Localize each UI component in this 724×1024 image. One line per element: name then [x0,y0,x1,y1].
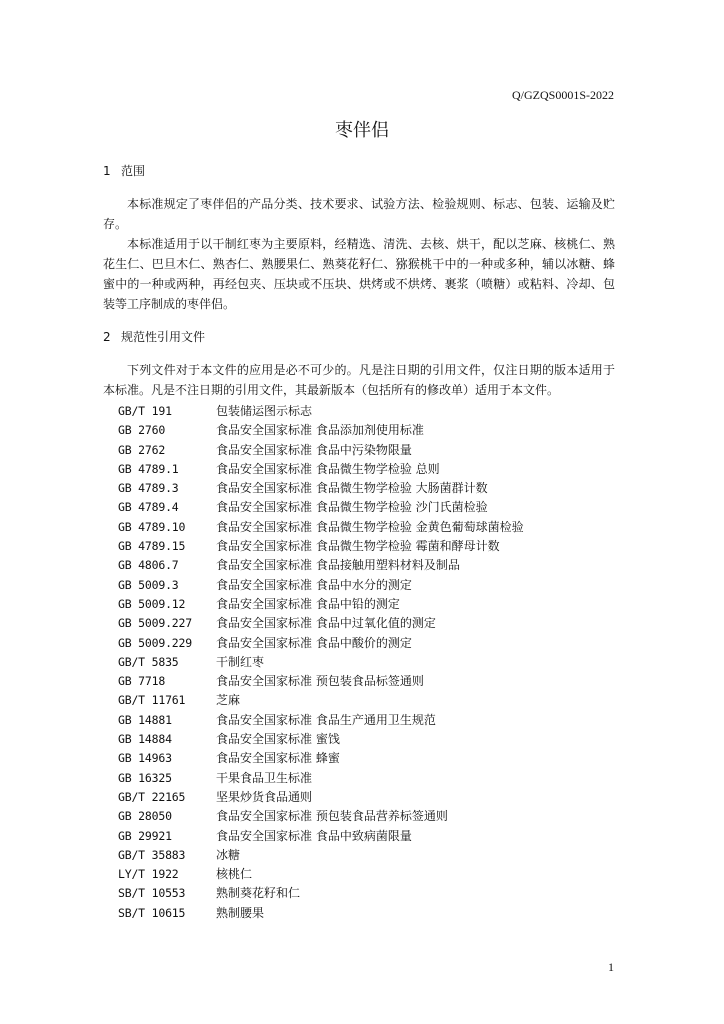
reference-name: 食品安全国家标准 预包装食品标签通则 [216,674,424,689]
reference-name: 食品安全国家标准 蜜饯 [216,732,340,747]
reference-code: SB/T 10615 [118,905,186,920]
reference-name: 食品安全国家标准 食品微生物学检验 霉菌和酵母计数 [216,539,500,554]
reference-name: 坚果炒货食品通则 [216,789,313,804]
section-title: 范围 [121,164,146,178]
reference-row [118,788,618,807]
reference-code: GB/T 11761 [118,693,186,708]
section-heading-references [103,328,205,345]
reference-row [118,672,618,691]
reference-code: GB 4789.4 [118,500,179,515]
reference-list [118,402,618,923]
reference-name: 食品安全国家标准 食品中水分的测定 [216,577,412,592]
reference-row [118,827,618,846]
reference-row [118,614,618,633]
reference-row [118,479,618,498]
reference-code: GB 4789.15 [118,539,186,554]
document-title: 枣伴侣 [335,120,389,141]
reference-code: GB 4789.1 [118,461,179,476]
standard-code: Q/GZQS0001S-2022 [511,88,614,102]
reference-row [118,498,618,517]
reference-code: GB 2760 [118,423,166,438]
reference-code: GB 4806.7 [118,558,179,573]
reference-name: 核桃仁 [216,867,253,882]
reference-name: 食品安全国家标准 食品中致病菌限量 [216,828,412,843]
reference-name: 食品安全国家标准 食品中污染物限量 [216,442,412,457]
reference-name: 食品安全国家标准 食品添加剂使用标准 [216,423,424,438]
reference-code: LY/T 1922 [118,867,179,882]
scope-paragraph-2: 本标准适用于以干制红枣为主要原料，经精选、清洗、去核、烘干，配以芝麻、核桃仁、熟花生仁、巴旦木仁、熟杏仁、熟腰果仁、熟葵花籽仁、猕猴桃干中的一种或多种，辅以冰糖、蜂蜜中的一种或两种，再经包夹、压块或不压块、烘烤或不烘烤、裹浆（喷糖）或粘料、冷却、包装等工序制成的枣伴侣。 [103,237,615,311]
reference-row [118,711,618,730]
section-number: 1 [103,164,111,178]
reference-code: GB 16325 [118,770,172,785]
scope-paragraph-1: 本标准规定了枣伴侣的产品分类、技术要求、试验方法、检验规则、标志、包装、运输及贮存。 [103,197,615,231]
reference-row [118,556,618,575]
reference-row [118,441,618,460]
reference-code: GB 28050 [118,809,172,824]
reference-code: GB/T 191 [118,404,172,418]
reference-code: GB 14884 [118,732,172,747]
reference-name: 食品安全国家标准 食品接触用塑料材料及制品 [216,558,460,573]
reference-name: 食品安全国家标准 食品中酸价的测定 [216,635,412,650]
reference-code: GB 5009.229 [118,635,192,650]
reference-name: 食品安全国家标准 食品微生物学检验 大肠菌群计数 [216,481,488,496]
reference-name: 熟制腰果 [216,905,265,920]
section-heading-scope [103,162,145,179]
reference-name: 熟制葵花籽和仁 [216,886,301,901]
reference-code: GB 4789.10 [118,519,186,534]
reference-row [118,730,618,749]
reference-row [118,402,618,421]
page-number: 1 [608,960,614,974]
reference-code: GB/T 5835 [118,654,179,669]
reference-code: GB 14963 [118,751,172,766]
reference-row [118,884,618,903]
reference-name: 芝麻 [216,693,241,708]
reference-code: GB/T 35883 [118,847,186,862]
reference-row [118,595,618,614]
reference-code: GB/T 22165 [118,789,186,804]
reference-code: GB 2762 [118,442,166,457]
reference-name: 干制红枣 [216,654,265,669]
reference-row [118,421,618,440]
references-intro-paragraph: 下列文件对于本文件的应用是必不可少的。凡是注日期的引用文件，仅注日期的版本适用于本标准。凡是不注日期的引用文件，其最新版本（包括所有的修改单）适用于本文件。 [103,363,615,397]
reference-row [118,769,618,788]
reference-row [118,865,618,884]
reference-code: GB 14881 [118,712,172,727]
reference-code: SB/T 10553 [118,886,186,901]
reference-row [118,576,618,595]
reference-name: 干果食品卫生标准 [216,770,313,785]
reference-code: GB 5009.227 [118,616,192,631]
reference-name: 食品安全国家标准 食品微生物学检验 沙门氏菌检验 [216,500,488,515]
reference-code: GB 5009.3 [118,577,179,592]
reference-name: 食品安全国家标准 食品中过氧化值的测定 [216,616,436,631]
reference-row [118,460,618,479]
reference-name: 食品安全国家标准 蜂蜜 [216,751,340,766]
reference-row [118,749,618,768]
reference-code: GB 5009.12 [118,596,186,611]
reference-code: GB 29921 [118,828,172,843]
section-number: 2 [103,330,111,344]
reference-row [118,691,618,710]
reference-code: GB 7718 [118,674,166,689]
reference-row [118,537,618,556]
reference-name: 食品安全国家标准 食品微生物学检验 总则 [216,461,440,476]
reference-name: 包装储运图示标志 [216,404,313,418]
reference-row [118,846,618,865]
reference-row [118,904,618,923]
reference-row [118,518,618,537]
reference-row [118,634,618,653]
reference-code: GB 4789.3 [118,481,179,496]
reference-row [118,653,618,672]
reference-name: 冰糖 [216,847,241,862]
reference-name: 食品安全国家标准 食品生产通用卫生规范 [216,712,436,727]
reference-row [118,807,618,826]
reference-name: 食品安全国家标准 预包装食品营养标签通则 [216,809,448,824]
reference-name: 食品安全国家标准 食品中铅的测定 [216,596,400,611]
section-title: 规范性引用文件 [121,330,206,344]
reference-name: 食品安全国家标准 食品微生物学检验 金黄色葡萄球菌检验 [216,519,524,534]
